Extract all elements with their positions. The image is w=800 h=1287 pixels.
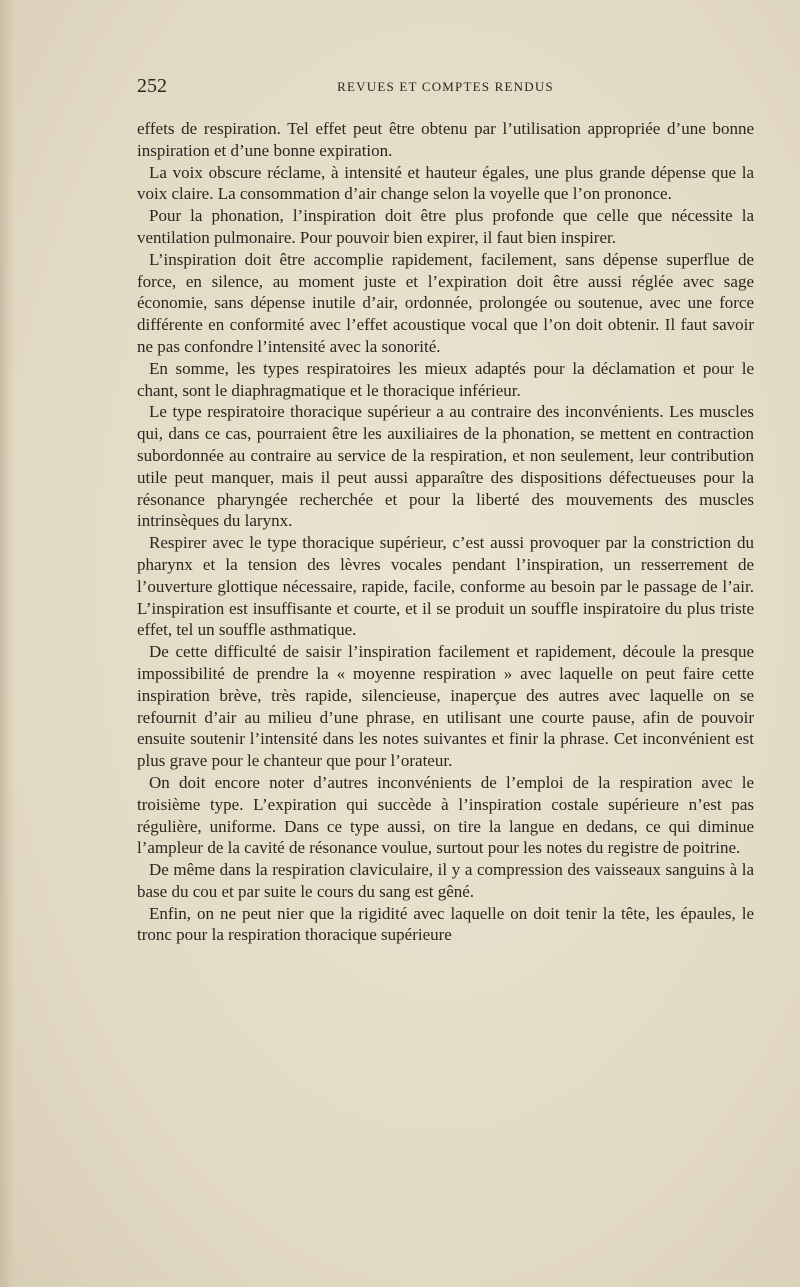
paragraph: On doit encore noter d’autres inconvénients de l’emploi de la respiration avec le troisième type. L’expiration qui succède à l’inspiration costale supérieure n’est pas régulière, uniforme. Dans ce type aussi, on tire la langue en dedans, ce qui diminue l’ampleur de la cavité de résonance voulue, surtout pour les notes du registre de poitrine. [137, 772, 754, 858]
paragraph: Pour la phonation, l’inspiration doit être plus profonde que celle que nécessite la ventilation pulmonaire. Pour pouvoir bien expirer, il faut bien inspirer. [137, 206, 754, 247]
body-text [137, 118, 754, 946]
paragraph: Enfin, on ne peut nier que la rigidité avec laquelle on doit tenir la tête, les épaules, le tronc pour la respiration thoracique supérieure [137, 903, 754, 945]
paragraph: effets de respiration. Tel effet peut être obtenu par l’utilisation appropriée d’une bonne inspiration et d’une bonne expiration. [137, 119, 754, 160]
paragraph: En somme, les types respiratoires les mieux adaptés pour la déclamation et pour le chant, sont le diaphragmatique et le thoracique inférieur. [137, 358, 754, 400]
page-number: 252 [137, 75, 167, 97]
page-header [137, 74, 754, 98]
paragraph: De cette difficulté de saisir l’inspiration facilement et rapidement, découle la presque impossibilité de prendre la « moyenne respiration » avec laquelle on peut faire cette inspiration brève, très rapide, silencieuse, inaperçue des autres avec laquelle on se refournit d’air au milieu d’une phrase, en utilisant une courte pause, afin de pouvoir ensuite soutenir l’intensité dans les notes suivantes et finir la phrase. Cet inconvénient est plus grave pour le chanteur que pour l’orateur. [137, 642, 754, 771]
paragraph: De même dans la respiration claviculaire, il y a compression des vaisseaux sanguins à la base du cou et par suite le cours du sang est gêné. [137, 860, 754, 901]
paragraph: La voix obscure réclame, à intensité et hauteur égales, une plus grande dépense que la voix claire. La consommation d’air change selon la voyelle que l’on prononce. [137, 162, 754, 204]
page-edge-shadow [0, 0, 14, 1287]
paragraph: Respirer avec le type thoracique supérieur, c’est aussi provoquer par la constriction du pharynx et la tension des lèvres vocales pendant l’inspiration, un resserrement de l’ouverture glottique nécessaire, rapide, facile, conforme au besoin par le passage de l’air. L’inspiration est insuffisante et courte, et il se produit un souffle inspiratoire du plus triste effet, tel un souffle asthmatique. [137, 533, 754, 640]
paragraph: Le type respiratoire thoracique supérieur a au contraire des inconvénients. Les muscles qui, dans ce cas, pourraient être les auxiliaires de la phonation, se mettent en contraction subordonnée au contraire au service de la respiration, et non seulement, leur contribution utile peut manquer, mais il peut aussi apparaître des dispositions défectueuses pour la résonance pharyngée recherchée et pour la liberté des mouvements des muscles intrinsèques du larynx. [137, 402, 754, 531]
running-head: REVUES ET COMPTES RENDUS [337, 79, 554, 94]
paragraph: L’inspiration doit être accomplie rapidement, facilement, sans dépense superflue de force, en silence, au moment juste et l’expiration doit être aussi réglée avec sage économie, sans dépense inutile d’air, ordonnée, prolongée ou soutenue, avec une force différente en conformité avec l’effet acoustique vocal que l’on doit obtenir. Il faut savoir ne pas confondre l’intensité avec la sonorité. [137, 249, 754, 356]
